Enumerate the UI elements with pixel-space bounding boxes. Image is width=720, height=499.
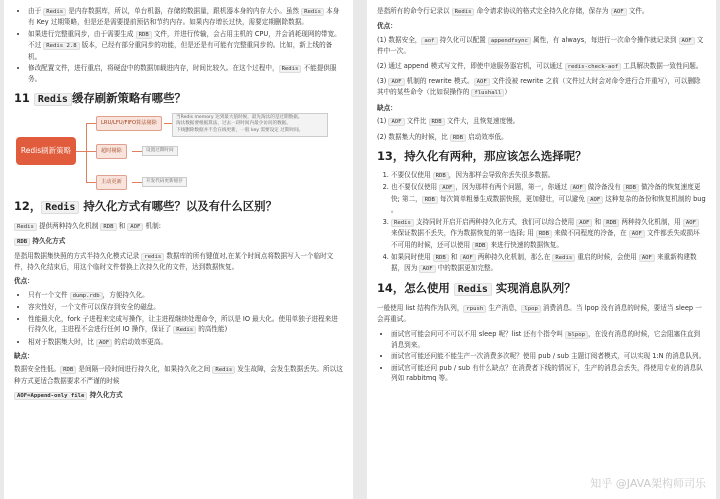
inline-code: AOF — [96, 339, 112, 347]
text-segment: ） — [504, 88, 511, 97]
list-item — [377, 35, 706, 57]
inline-code: blpop — [565, 331, 588, 339]
inline-code: RDB — [450, 134, 466, 142]
text-segment: 是间隔一段时间进行持久化，如果持久化之间 — [76, 365, 213, 374]
inline-code: AOF — [576, 219, 592, 227]
inline-code: RDB — [136, 31, 152, 39]
text-segment: 和 — [448, 252, 460, 261]
inline-code: AOF — [683, 219, 699, 227]
text-segment: (1) 数据安全， — [377, 35, 422, 44]
rdb-advantages — [14, 290, 343, 348]
heading-number: 11 — [14, 90, 34, 105]
list-item — [28, 29, 343, 62]
inline-code: AOF — [460, 254, 476, 262]
inline-code: AOF — [587, 196, 603, 204]
inline-code: aof — [421, 37, 437, 45]
text-segment: 机制的 rewrite 模式。 — [404, 77, 474, 86]
text-segment: 做冷备没有 — [585, 183, 623, 192]
text-segment: 机制: — [143, 221, 161, 230]
aof-disadvantages-label: 缺点： — [377, 103, 397, 112]
text-segment: 和 — [592, 217, 604, 226]
text-segment: 命令请求协议的格式完全持久化存储，保存为 — [474, 7, 611, 15]
text-segment: 启动效率低。 — [466, 132, 508, 141]
aof-advantages — [377, 35, 706, 99]
text-segment: 两种持久化机制，用 — [619, 217, 683, 226]
text-segment: 消费消息。当 lpop 没有消息的时候，要适当 sleep 一会再重试。 — [377, 303, 702, 324]
text-segment: (1) — [377, 117, 389, 126]
inline-code: AOF — [570, 184, 586, 192]
text-segment: 做冷备的恢复速度更快; 第二， — [391, 183, 701, 203]
inline-code: redis-check-aof — [565, 63, 622, 71]
list-item — [391, 351, 706, 361]
text-segment: 提供两种持久化机制 — [36, 221, 101, 230]
heading-13: 13，持久化有两种，那应该怎么选择呢？ — [377, 149, 587, 164]
list-item — [391, 363, 706, 384]
text-segment: 属性，有 always，每进行一次命令操作就记录到 — [530, 35, 679, 44]
inline-code: Redis — [452, 8, 475, 16]
inline-code: appendfsync — [488, 37, 531, 45]
list-item — [391, 329, 706, 351]
text-segment: 生产消息， — [486, 303, 522, 312]
aof-disadvantages — [377, 116, 706, 143]
inline-code: Redis — [43, 8, 66, 16]
mind-branch-active: 主动更新 — [96, 175, 127, 190]
text-segment: 如果进行完整重同步，由于需要生成 — [28, 29, 136, 38]
list-item — [28, 337, 343, 348]
text-segment: 来进行快速的数据恢复。 — [488, 240, 563, 249]
text-segment: 面试官可能还问能不能生产一次消费多次呢？使用 pub / sub 主题订阅者模式，可以实现 1:N 的消息队列。 — [391, 352, 706, 361]
inline-code: AOF — [439, 184, 455, 192]
inline-code: AOF — [419, 265, 435, 273]
rdb-title — [14, 236, 343, 247]
text-segment: 不要仅仅使用 — [391, 171, 433, 180]
text-segment: 持久化方式 — [30, 237, 66, 246]
text-segment: (3) — [377, 77, 389, 86]
text-segment: 支持同时开启开启两种持久化方式，我们可以综合使用 — [413, 217, 577, 226]
mind-leaf-timeout: 设置过期时间 — [142, 146, 178, 157]
text-segment: 两种持久化机制，那么在 — [475, 252, 553, 261]
text-segment: 如果同时使用 — [391, 252, 433, 261]
text-segment: 由于 — [28, 7, 44, 15]
rdb-advantages-label: 优点： — [14, 277, 34, 286]
text-segment: (2) 数据集大的时候，比 — [377, 132, 450, 141]
text-segment: 文件。 — [626, 7, 649, 15]
inline-code: RDB — [536, 230, 552, 238]
list-item — [377, 132, 706, 143]
text-segment: 中的数据更加完整。 — [435, 264, 498, 273]
text-segment: 面试官可能会问可不可以不用 sleep 呢？list 还有个指令叫 — [391, 329, 566, 338]
list-item — [377, 116, 706, 127]
text-segment: 文件比 — [404, 117, 429, 126]
text-segment: 不能提供服务。 — [28, 64, 337, 84]
inline-code: RDB — [433, 254, 449, 262]
inline-code: AOF — [679, 37, 695, 45]
inline-code: lpop — [521, 305, 540, 313]
mind-branch-lru: LRU/LFU/FIFO算法剔除 — [96, 116, 162, 131]
text-segment: 数据库的所有键值对,在某个时间点将数据写入一个临时文件，持久化结束后，用这个临时文件替换上次持久化的文件，达到数据恢复。 — [14, 251, 334, 272]
mind-map — [14, 113, 343, 193]
inline-code: AOF — [388, 78, 404, 86]
text-segment: 来做不同程度的冷备，在 — [552, 229, 629, 238]
heading-11 — [14, 91, 343, 107]
queue-followups — [377, 329, 706, 384]
list-item — [391, 182, 706, 215]
inline-code: AOF=Append-only file — [14, 392, 87, 400]
text-segment: 也不要仅仅使用 — [391, 183, 440, 192]
text-segment: 文件大，且恢复速度慢。 — [444, 117, 520, 126]
intro-list — [14, 6, 343, 85]
heading-14 — [377, 281, 706, 297]
mind-branch-timeout: 超时剔除 — [96, 144, 127, 159]
text-segment: 只有一个文件 — [28, 290, 70, 299]
inline-code: Redis — [301, 8, 324, 16]
text-segment: 每次简单粗暴生成数据快照，更加健壮，可以避免 — [437, 194, 588, 203]
inline-code: Redis — [14, 223, 37, 231]
heading-code: Redis — [34, 93, 72, 106]
inline-code: AOF — [639, 254, 655, 262]
inline-code: AOF — [611, 8, 627, 16]
list-item — [391, 217, 706, 251]
inline-code: Redis — [279, 65, 302, 73]
inline-code: RDB — [433, 172, 449, 180]
text-segment: 是指所有的命令行记录以 — [377, 7, 452, 15]
text-segment: 文件中一次。 — [377, 35, 704, 56]
text-segment: 来保证数据不丢失，作为数据恢复的第一选择; 用 — [391, 229, 536, 238]
text-segment: 容灾性好，一个文件可以保存到安全的磁盘。 — [28, 303, 160, 312]
text-segment: 持久化可以配置 — [437, 35, 488, 44]
inline-code: Redis — [391, 219, 414, 227]
inline-code: AOF — [388, 118, 404, 126]
text-segment: 是指用数据集快照的方式半持久化模式记录 — [14, 251, 142, 260]
heading-code: Redis — [454, 283, 492, 296]
text-segment: 文件都丢失或损坏不可用的时候，还可以使用 — [391, 229, 700, 249]
inline-code: Redis — [212, 366, 235, 374]
text-segment: 来重新构建数据，因为 — [391, 252, 697, 273]
right-page — [367, 0, 716, 499]
rdb-description — [14, 251, 343, 273]
text-segment: 是内存数据库，所以，单台机器，存储的数据量，跟机器本身的内存大小。虽然 — [66, 7, 302, 15]
aof-title — [14, 390, 343, 401]
text-segment: 工具解决数据一致性问题。 — [621, 61, 703, 70]
inline-code: AOF — [474, 78, 490, 86]
list-item — [377, 61, 706, 72]
inline-code: Redis — [173, 326, 196, 334]
heading-number: 12， — [14, 198, 42, 213]
inline-code: RDB — [429, 118, 445, 126]
text-segment: ，因为那样会导致你丢失很多数据。 — [448, 171, 555, 180]
list-item — [391, 252, 706, 275]
watermark: 知乎 @JAVA架构师司乐 — [590, 476, 706, 490]
text-segment: (2) 通过 append 模式写文件，即使中途服务器宕机，可以通过 — [377, 61, 565, 70]
text-segment: 发生故障，会发生数据丢失。所以这种方式更适合数据要求不严谨的时候 — [14, 365, 343, 385]
list-item — [28, 290, 343, 301]
heading-text: 实现消息队列？ — [491, 280, 576, 295]
queue-description — [377, 303, 706, 325]
text-segment: 重启的时候，会使用 — [575, 252, 639, 261]
list-item — [377, 76, 706, 99]
text-segment: 数据安全性低。 — [14, 365, 61, 374]
mind-root: Redis刷新策略 — [16, 137, 76, 165]
text-segment: 本身有 Key 过期策略，但是还是需要提前预估和节约内存。如果内存增长过快，需要定期删除数据。 — [28, 7, 340, 27]
rdb-disadvantages — [14, 364, 343, 386]
inline-code: RDB — [623, 184, 639, 192]
selection-list — [377, 170, 706, 275]
heading-code: Redis — [41, 201, 79, 214]
text-segment: ，在没有消息的时候，它会阻塞住直到消息到来。 — [391, 329, 701, 349]
inline-code: RDB — [472, 242, 488, 250]
aof-advantages-label: 优点： — [377, 22, 397, 31]
inline-code: Redis — [552, 254, 575, 262]
text-segment: ，因为那样有两个问题，第一，你通过 — [455, 183, 570, 192]
left-page — [4, 0, 353, 499]
list-item — [28, 302, 343, 312]
inline-code: AOF — [127, 223, 143, 231]
text-segment: 版本，已经有部分重同步的功能，但是还是有可能有完整重同步的。比如，新上线的备机。 — [28, 41, 333, 61]
heading-12 — [14, 199, 343, 215]
text-segment: ，方便持久化。 — [102, 290, 149, 299]
inline-code: rpush — [463, 305, 486, 313]
text-segment: 文件没被 rewrite 之前（文件过大时会对命令进行合并重写），可以删除其中的某些命令（比如误操作的 — [377, 77, 701, 97]
mind-leaf-lru: 当Redis memory 达到最大值时候，最先淘汰的是过期数据。 淘汰数据要根据算法，过去一段时间内最少访问的数据。 下线删除数据并不会在线更新，一般 key 需要设定 过期时间。 — [172, 113, 328, 137]
heading-text: 缓存刷新策略有哪些？ — [71, 90, 186, 105]
text-segment: 面试官可能还问 pub / sub 有什么缺点？在消费者下线的情况下，生产的消息会丢失，得使用专业的消息队列如 rabbitmq 等。 — [391, 363, 703, 383]
heading-text: 持久化方式有哪些？以及有什么区别？ — [79, 198, 277, 213]
list-item — [391, 170, 706, 181]
text-segment: 修改配置文件，进行重启，将硬盘中的数据加载进内存，时间比较久。在这个过程中， — [28, 64, 279, 73]
inline-code: RDB — [422, 196, 438, 204]
list-item — [28, 6, 343, 28]
text-segment: 的启动效率更高。 — [112, 337, 168, 346]
text-segment: 性能最大化，fork 子进程来完成写操作，让主进程继续处理命令，所以是 IO 最大化。使用单独子进程来进行持久化，主进程不会进行任何 IO 操作，保证了 — [28, 314, 338, 334]
inline-code: RDB — [100, 223, 116, 231]
list-item — [28, 63, 343, 85]
mind-leaf-active: 开发代码更新缓存 — [142, 177, 187, 188]
inline-code: RDB — [60, 366, 76, 374]
inline-code: AOF — [629, 230, 645, 238]
rdb-disadvantages-label: 缺点： — [14, 351, 34, 360]
inline-code: RDB — [14, 238, 30, 246]
inline-code: flushall — [471, 89, 504, 97]
inline-code: dump.rdb — [70, 292, 103, 300]
text-segment: 一般使用 list 结构作为队列， — [377, 303, 464, 312]
list-item — [28, 314, 343, 336]
text-segment: 文件，并进行传输，会占用主机的 CPU，并会消耗现网的带宽。不过 — [28, 29, 341, 50]
text-segment: 和 — [116, 221, 128, 230]
text-segment: 相对于数据集大时，比 — [28, 337, 97, 346]
inline-code: RDB — [603, 219, 619, 227]
inline-code: redis — [141, 253, 164, 261]
text-segment: 的高性能) — [196, 325, 228, 334]
inline-code: Redis 2.8 — [43, 42, 79, 50]
heading-number: 14，怎么使用 — [377, 280, 454, 295]
persistence-intro — [14, 221, 343, 232]
text-segment: 持久化方式 — [87, 391, 123, 400]
aof-description — [377, 6, 706, 17]
text-segment: 这种复杂的备份和恢复机制的 bug 。 — [391, 194, 706, 215]
